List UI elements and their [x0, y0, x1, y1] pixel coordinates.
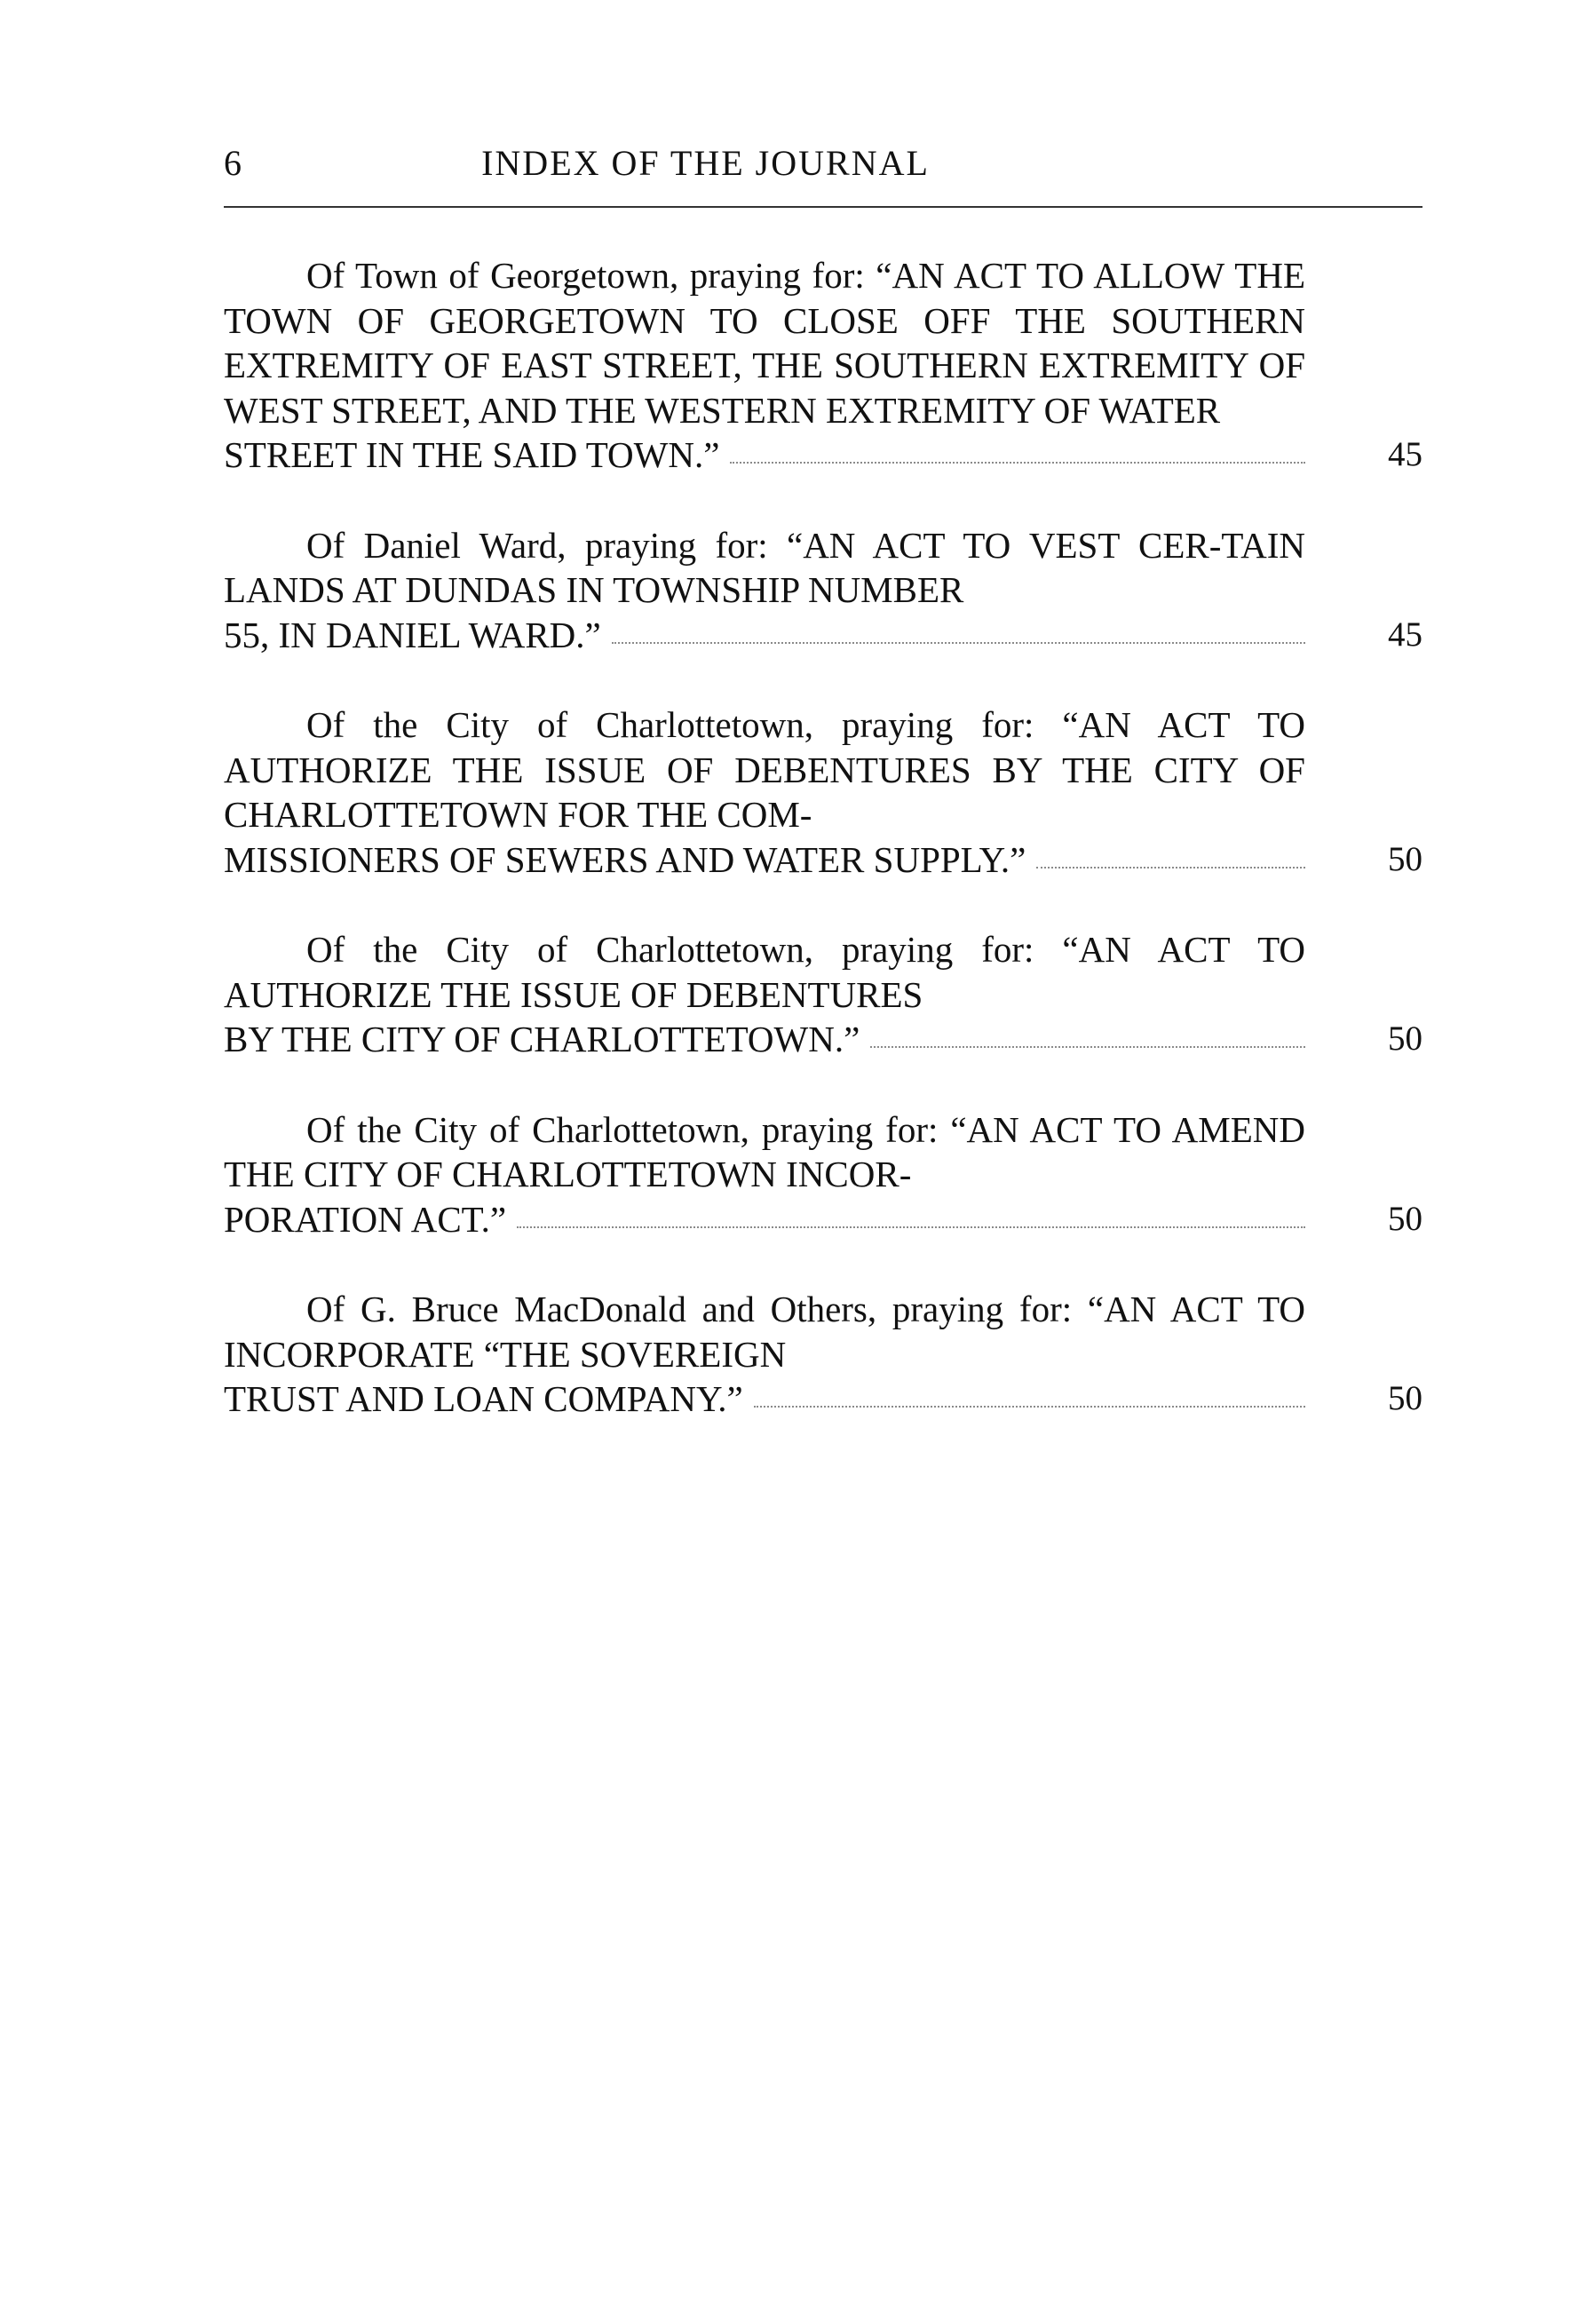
entry-last-line-text: 55, IN DANIEL WARD.” [224, 614, 601, 655]
index-entry [224, 702, 1422, 882]
page-number: 6 [224, 143, 242, 183]
dot-leader [517, 1226, 1305, 1228]
index-entries [224, 253, 1422, 1467]
entry-page-number: 50 [1388, 1379, 1422, 1417]
entry-last-line-text: TRUST AND LOAN COMPANY.” [224, 1378, 743, 1419]
entry-last-line [224, 432, 1305, 478]
entry-last-line [224, 1017, 1305, 1062]
entry-last-line-text: MISSIONERS OF SEWERS AND WATER SUPPLY.” [224, 838, 1026, 880]
dot-leader [870, 1046, 1305, 1048]
entry-last-line-text: BY THE CITY OF CHARLOTTETOWN.” [224, 1019, 860, 1059]
index-entry [224, 253, 1422, 478]
entry-text: Of the City of Charlottetown, praying for: “AN ACT TO AUTHORIZE THE ISSUE OF DEBENTURES [224, 929, 1305, 1015]
dot-leader [1036, 867, 1305, 869]
entry-text: Of G. Bruce MacDonald and Others, praying for: “AN ACT TO INCORPORATE “THE SOVEREIGN [224, 1289, 1305, 1375]
index-entry [224, 523, 1422, 658]
entry-page-number: 50 [1388, 1019, 1422, 1058]
entry-last-line-text: PORATION ACT.” [224, 1198, 507, 1240]
entry-last-line [224, 1376, 1305, 1422]
entry-page-number: 45 [1388, 615, 1422, 654]
entry-last-line-text: STREET IN THE SAID TOWN.” [224, 434, 720, 475]
entry-text: Of the City of Charlottetown, praying for: “AN ACT TO AUTHORIZE THE ISSUE OF DEBENTURES BY THE CITY OF CHARLOTTETOWN FOR THE COM- [224, 704, 1305, 835]
page-header [224, 142, 1422, 195]
entry-page-number: 50 [1388, 1199, 1422, 1238]
index-entry [224, 1107, 1422, 1242]
entry-text: Of Daniel Ward, praying for: “AN ACT TO VEST CER-TAIN LANDS AT DUNDAS IN TOWNSHIP NUMBER [224, 524, 1305, 610]
dot-leader [754, 1406, 1305, 1408]
dot-leader [612, 642, 1305, 644]
index-entry [224, 1287, 1422, 1422]
entry-last-line [224, 1197, 1305, 1242]
entry-text: Of Town of Georgetown, praying for: “AN ACT TO ALLOW THE TOWN OF GEORGETOWN TO CLOSE OFF THE SOUTHERN EXTREMITY OF EAST STREET, THE SOUTHERN EXTREMITY OF WEST STREET, AND THE WESTERN EXTREMITY OF WATER [224, 255, 1305, 431]
dot-leader [730, 462, 1305, 464]
index-entry [224, 927, 1422, 1062]
entry-last-line [224, 613, 1305, 658]
entry-last-line [224, 837, 1305, 883]
entry-page-number: 50 [1388, 839, 1422, 878]
entry-text: Of the City of Charlottetown, praying for: “AN ACT TO AMEND THE CITY OF CHARLOTTETOWN INCOR- [224, 1108, 1305, 1194]
running-title: INDEX OF THE JOURNAL [481, 143, 930, 183]
header-rule [224, 206, 1422, 208]
entry-page-number: 45 [1388, 435, 1422, 473]
